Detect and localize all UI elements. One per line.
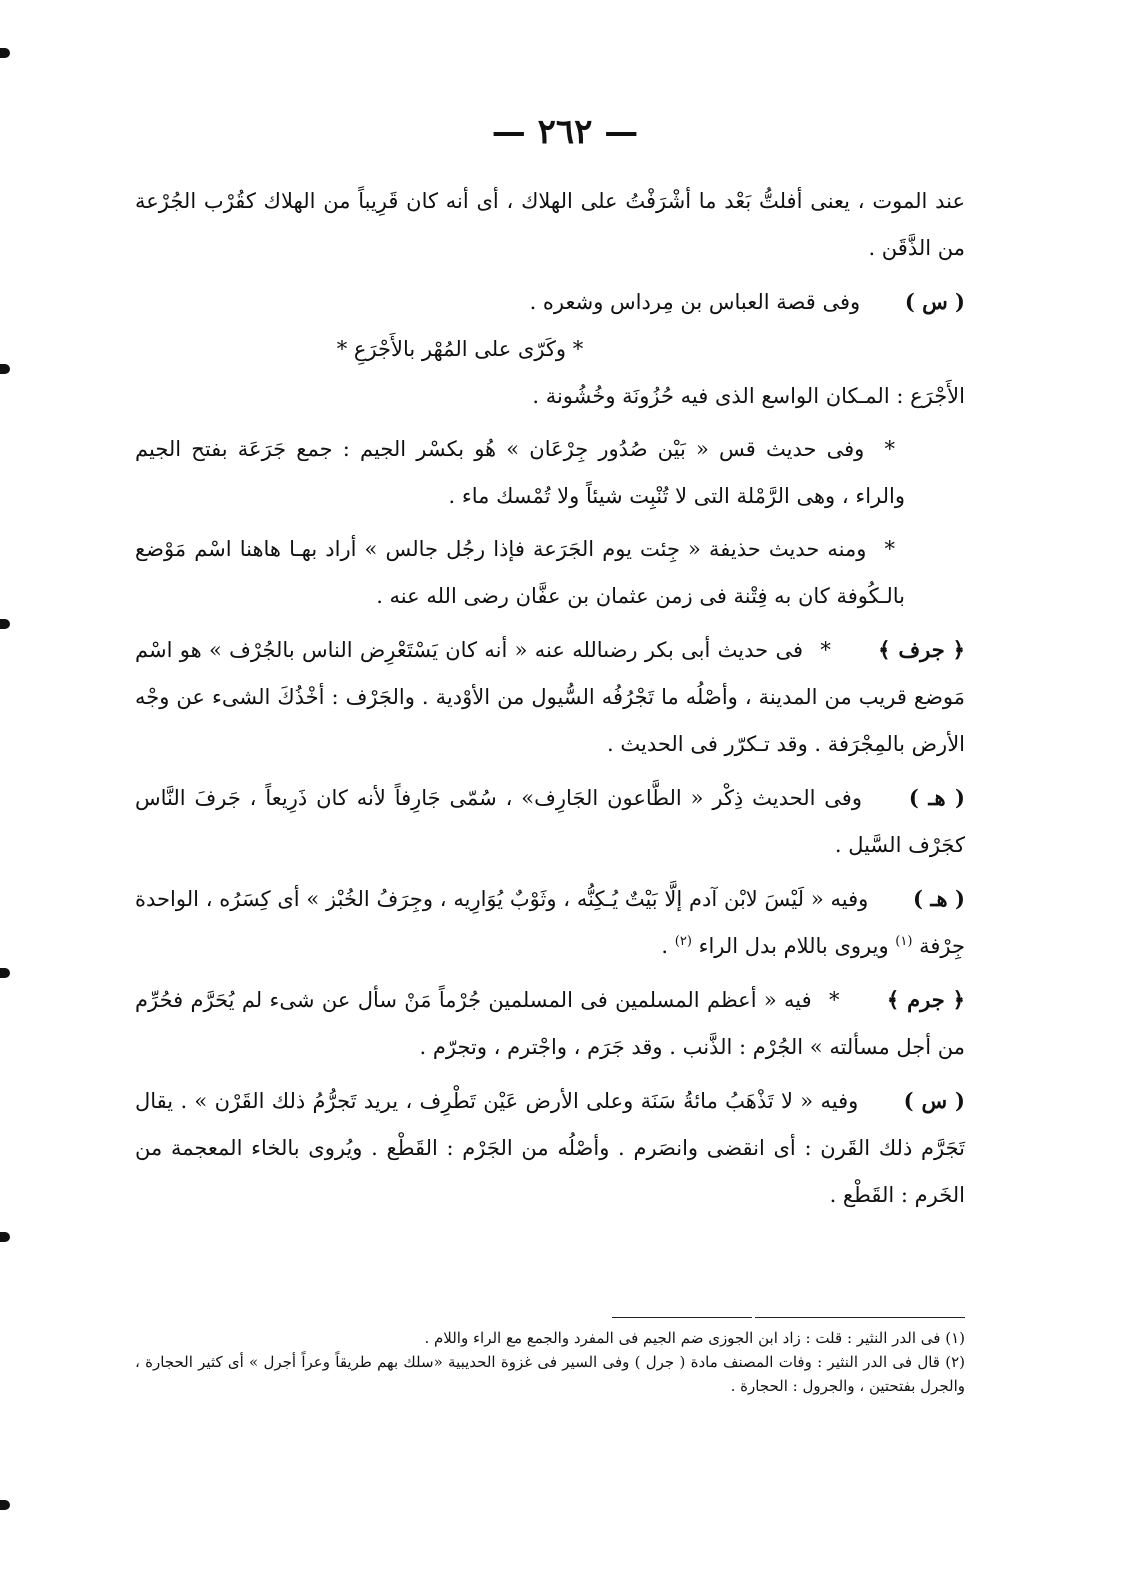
paragraph-2 (135, 278, 965, 326)
paragraph-10 (135, 1077, 965, 1219)
footnote-1: (١) فى الدر النثير : قلت : زاد ابن الجوزى ضم الجيم فى المفرد والجمع مع الراء واللام . (424, 1329, 965, 1347)
paragraph-9-text: فيه « أعظم المسلمين فى المسلمين جُرْماً مَنْ سأل عن شىء لم يُحَرَّم فحُرِّم من أجل مسألته » الجُرْم : الذَّنب . وقد جَرَم ، واجْترم ، وتجرّم . (135, 988, 965, 1059)
paragraph-7 (135, 774, 965, 869)
paragraph-4-text: وفى حديث قس « بَيْن صُدُور جِرْعَان » هُو بكسْر الجيم : جمع جَرَعَة بفتح الجيم والراء ، وهى الرَّمْلة التى لا تُنْبِت شيئاً ولا تُمْسك ماء . (135, 437, 905, 508)
main-text (135, 178, 965, 1225)
footnote-ref-2: (٢) (674, 934, 692, 949)
paragraph-5 (135, 526, 965, 620)
scan-edge-mark (0, 619, 10, 629)
source-marker: ( س ) (903, 1088, 965, 1113)
paragraph-9 (135, 976, 965, 1071)
star-marker: * (884, 437, 895, 461)
scan-edge-mark (0, 364, 10, 374)
source-marker: ( س ) (904, 289, 965, 314)
paragraph-8 (135, 875, 965, 970)
paragraph-1: عند الموت ، يعنى أفلتُّ بَعْد ما أشْرَفْتُ على الهلاك ، أى أنه كان قَرِيباً من الهلاك كقُرْب الجُرْعة من الذَّقَن . (135, 189, 965, 260)
source-marker: ( هـ ) (908, 785, 965, 810)
footnote-2: (٢) قال فى الدر النثير : وفات المصنف مادة ( جرل ) وفى السير فى غزوة الحديبية «سلك بهم طريقاً وعراً أجرل » أى كثير الحجارة ، والجرل بفتحتين ، والجرول : الحجارة . (135, 1353, 965, 1395)
paragraph-3: الأَجْرَع : المـكان الواسع الذى فيه حُزُونَة وخُشُونة . (532, 384, 965, 408)
paragraph-8-text: وفيه « لَيْسَ لابْن آدم إلَّا بَيْتٌ يُـكِنُّه ، وثَوْبٌ يُوَارِيه ، وجِرَفُ الخُبْز » أى كِسَرُه ، الواحدة جِرْفة (135, 887, 965, 958)
star-marker: * (829, 988, 840, 1012)
page-number: — ٢٦٢ — (491, 112, 639, 152)
paragraph-4 (135, 426, 965, 520)
scan-edge-mark (0, 1500, 10, 1510)
paragraph-6 (135, 626, 965, 768)
paragraph-2-text: وفى قصة العباس بن مِرداس وشعره . (529, 290, 861, 314)
footnote-ref-1: (١) (895, 934, 913, 949)
footnote-divider-secondary (612, 1317, 752, 1318)
footnote-divider (755, 1317, 965, 1318)
scan-edge-mark (0, 48, 10, 58)
star-marker: * (820, 638, 831, 662)
source-marker: ( هـ ) (913, 886, 965, 911)
paragraph-6-text: فى حديث أبى بكر رضىالله عنه « أنه كان يَسْتَعْرِض الناس بالجُرْف » هو اسْم مَوضع قريب من المدينة ، وأصْلُه ما تَجْرُفُه السُّيول من الأوْدية . والجَرْف : أخْذُكَ الشىء عن وجْه الأرض بالمِجْرَفة . وقد تـكرّر فى الحديث . (135, 638, 965, 756)
entry-heading-jurf: ﴿ جرف ﴾ (878, 637, 965, 662)
paragraph-5-text: ومنه حديث حذيفة « جِئت يوم الجَرَعة فإذا رجُل جالس » أراد بهـا هاهنا اسْم مَوْضع بالـكُوفة كان به فِتْنة فى زمن عثمان بن عفَّان رضى الله عنه . (135, 537, 905, 608)
paragraph-8-tail: ويروى باللام بدل الراء (698, 934, 889, 958)
footnotes (135, 1326, 965, 1398)
scan-edge-mark (0, 1232, 10, 1242)
scan-edge-mark (0, 968, 10, 978)
star-marker: * (884, 537, 895, 561)
full-stop: . (661, 934, 669, 958)
verse-line: * وكَرّى على المُهْر بالأَجْرَعِ * (336, 337, 584, 361)
paragraph-7-text: وفى الحديث ذِكْر « الطَّاعون الجَارِف» ، سُمّى جَارِفاً لأنه كان ذَرِيعاً ، جَرفَ النَّاس كجَرْف السَّيل . (135, 786, 965, 857)
entry-heading-jurm: ﴿ جرم ﴾ (886, 987, 965, 1012)
paragraph-10-text: وفيه « لا تَذْهَبُ مائةُ سَنَة وعلى الأرض عَيْن تَطْرِف ، يريد تَجرُّمُ ذلك القَرْن » . يقال تَجَرَّم ذلك القَرن : أى انقضى وانصَرم . وأصْلُه من الجَرْم : القَطْع . ويُروى بالخاء المعجمة من الخَرم : القَطْع . (135, 1089, 965, 1207)
